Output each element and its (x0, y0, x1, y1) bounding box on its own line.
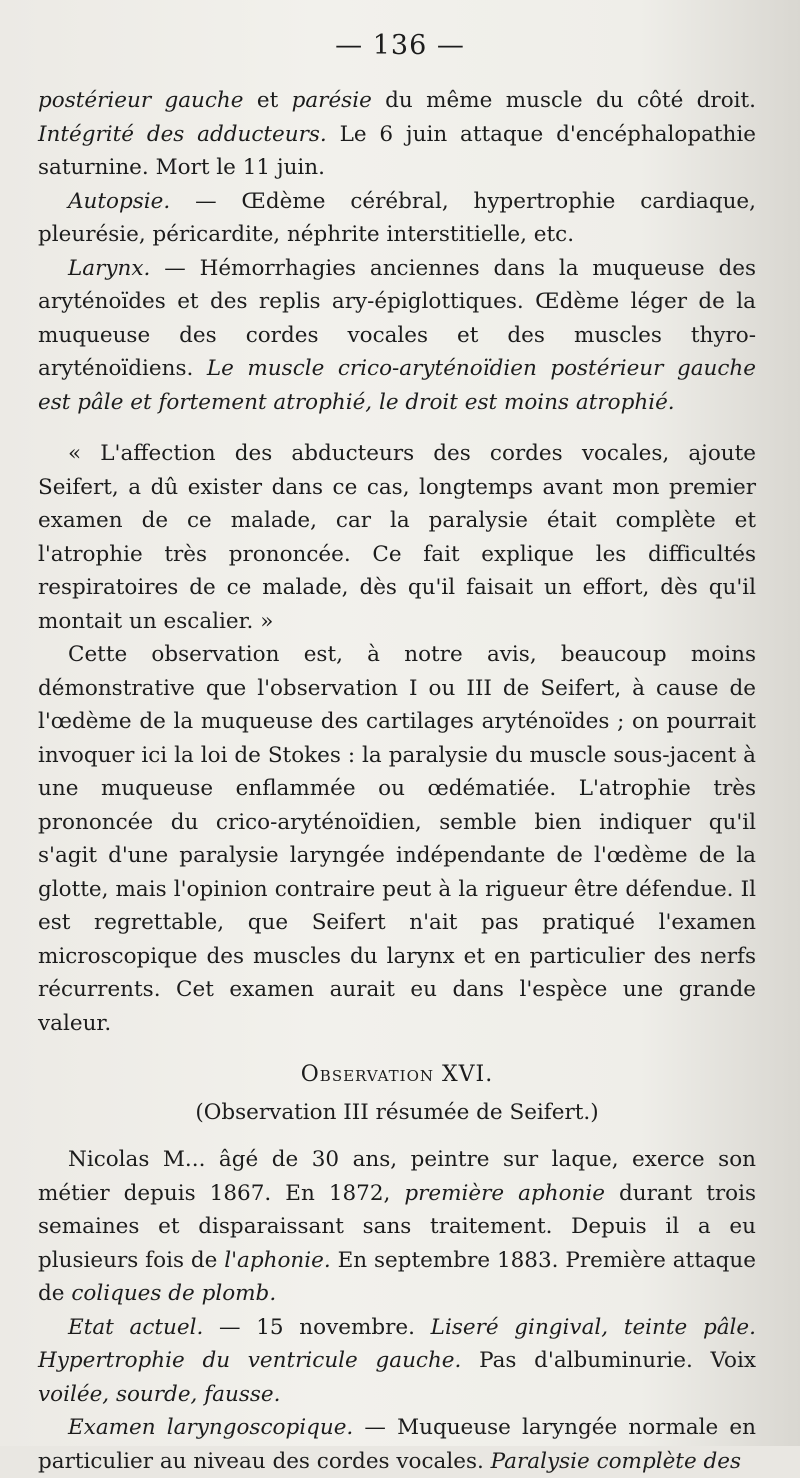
observation-title (38, 1058, 756, 1092)
page-number: — 136 — (335, 30, 465, 61)
paragraph-commentary: Cette observation est, à notre avis, beaucoup moins démonstrative que l'observation I ou III de Seifert, à cause de l'œdème de la muqueuse des cartilages aryténoïdes ; on pourrait invoquer ici la loi de Stokes : la paralysie du muscle sous-jacent à une muqueuse enflammée ou œdématiée. L'atrophie très prononcée du crico-aryténoïdien, semble bien indiquer qu'il s'agit d'une paralysie laryngée indépendante de l'œdème de la glotte, mais l'opinion contraire peut à la rigueur être défendue. Il est regrettable, que Seifert n'ait pas pratiqué l'examen microscopique des muscles du larynx et en particulier des nerfs récurrents. Cet examen aurait eu dans l'espèce une grande valeur. (38, 642, 756, 1036)
paragraph-etat-actuel (38, 1311, 756, 1412)
italic-heading: Examen laryngoscopique. (68, 1415, 354, 1440)
text-run: Le 6 juin attaque d'encéphalopathie saturnine. Mort le 11 juin. (38, 121, 757, 180)
observation-title-text: Observation XVI. (300, 1062, 494, 1087)
page-body (38, 84, 756, 1478)
italic-heading: Autopsie. (68, 188, 171, 214)
paragraph-continuation (38, 84, 756, 185)
italic-text: parésie (291, 88, 372, 113)
paragraph-autopsie (38, 185, 756, 252)
text-run: et (243, 88, 292, 113)
italic-text: première aphonie (404, 1180, 605, 1206)
italic-text: l'aphonie. (224, 1247, 331, 1273)
observation-subtitle: (Observation III résumée de Seifert.) (195, 1099, 599, 1125)
italic-heading: Larynx. (68, 255, 151, 281)
paragraph-quote: « L'affection des abducteurs des cordes vocales, ajoute Seifert, a dû exister dans ce cas, longtemps avant mon premier examen de ce malade, car la paralysie était complète et l'atrophie très prononcée. Ce fait explique les difficultés respiratoires de ce malade, dès qu'il faisait un effort, dès qu'il montait un escalier. » (38, 441, 756, 634)
italic-text: Intégrité des adducteurs. (38, 121, 327, 147)
paragraph-examen (38, 1411, 756, 1478)
text-run: En septembre 1883. Première attaque de (38, 1247, 756, 1306)
text-run: Nicolas M... âgé de 30 ans, peintre sur laque, exerce son métier depuis 1867. En 1872, (38, 1147, 756, 1206)
italic-text: Le muscle crico-aryténoïdien postérieur gauche est pâle et fortement atrophié, le droit est moins atrophié. (38, 356, 756, 415)
text-run: Pas d'albuminurie. Voix (461, 1348, 756, 1373)
italic-text: coliques de plomb. (71, 1281, 277, 1306)
text-run: — 15 novembre. (203, 1314, 431, 1340)
italic-text: Paralysie complète des (490, 1448, 742, 1474)
italic-text: Liseré gingival, teinte pâle. Hypertrophie du ventricule gauche. (38, 1314, 756, 1373)
paragraph-larynx (38, 252, 756, 420)
text-run: — Muqueuse laryngée normale en particulier au niveau des cordes vocales. (38, 1415, 756, 1474)
italic-heading: Etat actuel. (68, 1314, 204, 1340)
text-run: du même muscle du côté droit. (371, 88, 756, 113)
text-run: durant trois semaines et disparaissant sans traitement. Depuis il a eu plusieurs fois de (38, 1180, 756, 1273)
paragraph-patient (38, 1143, 756, 1311)
text-run: — Œdème cérébral, hypertrophie cardiaque, pleurésie, péricardite, néphrite interstitielle, etc. (38, 188, 756, 247)
italic-text: postérieur gauche (38, 88, 244, 113)
text-run: — Hémorrhagies anciennes dans la muqueuse des aryténoïdes et des replis ary-épiglottiques. Œdème léger de la muqueuse des cordes vocales et des muscles thyro-aryténoïdiens. (38, 255, 756, 381)
italic-text: voilée, sourde, fausse. (38, 1381, 281, 1407)
